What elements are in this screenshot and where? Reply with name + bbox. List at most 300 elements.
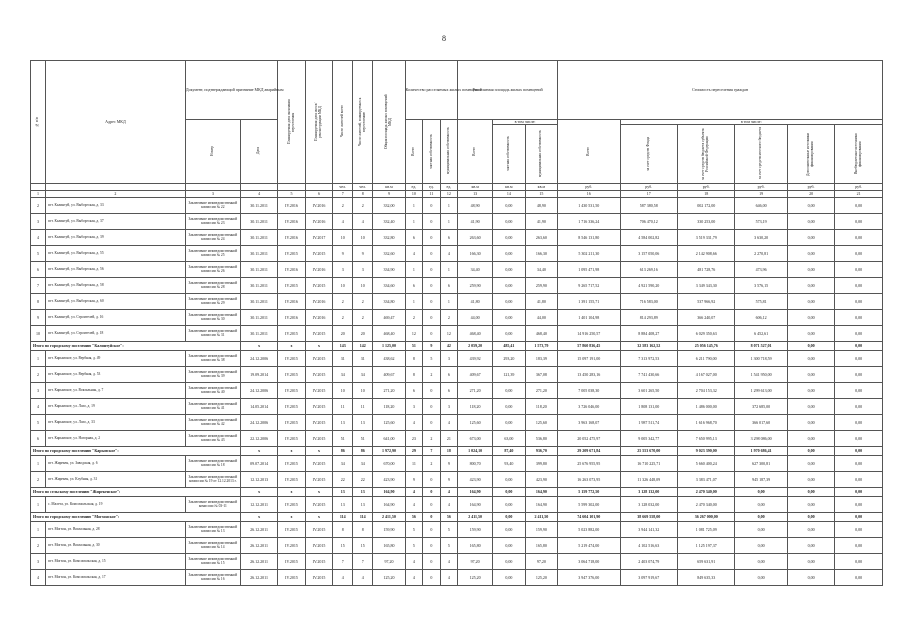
value-cell: 673,00: [458, 431, 493, 447]
header-total-area: Общая площадь жилых помещений МКД: [373, 61, 405, 184]
value-cell: 0: [423, 294, 440, 310]
value-cell: 372 685,00: [735, 399, 787, 415]
row-number: 5: [31, 246, 46, 262]
doc-number: Заключение межведомственной комиссии № 13: [185, 522, 240, 538]
value-cell: 15: [333, 538, 353, 554]
value-cell: 4 167 027,00: [677, 367, 734, 383]
value-cell: 2: [333, 310, 353, 326]
value-cell: 159,90: [373, 522, 405, 538]
row-number: 6: [31, 262, 46, 278]
value-cell: 3 963 168,07: [558, 415, 620, 431]
value-cell: 20: [353, 326, 373, 342]
value-cell: 2: [353, 198, 373, 214]
unit-cell: руб.: [677, 184, 734, 191]
planned-date: IV.2015: [278, 326, 305, 342]
value-cell: 1 299 613,00: [735, 383, 787, 399]
value-cell: 118,20: [373, 399, 405, 415]
value-cell: 0,00: [835, 262, 883, 278]
value-cell: 0,00: [835, 198, 883, 214]
row-number: 3: [31, 554, 46, 570]
subtotal-cell: 2 411,50: [458, 513, 493, 522]
value-cell: 166,30: [458, 246, 493, 262]
value-cell: 0,00: [787, 538, 834, 554]
value-cell: 8: [405, 351, 422, 367]
doc-number: Заключение межведомственной комиссии № 38: [185, 351, 240, 367]
doc-number: Заключение межведомственной комиссии № 14: [185, 538, 240, 554]
subtotal-cell: 2 411,50: [525, 513, 557, 522]
house-row: [31, 472, 883, 488]
planned-date: IV.2015: [278, 431, 305, 447]
doc-date: 30.11.2011: [240, 230, 277, 246]
value-cell: 0: [423, 522, 440, 538]
value-cell: 183,39: [525, 351, 557, 367]
doc-date: 24.12.2006: [240, 383, 277, 399]
row-number: 10: [31, 326, 46, 342]
subtotal-cell: 3 128 132,00: [620, 488, 677, 497]
value-cell: 0,00: [493, 472, 525, 488]
header-area-private: частная собственность: [493, 125, 525, 184]
house-row: [31, 246, 883, 262]
value-cell: 5 660 400,24: [677, 456, 734, 472]
unit-cell: кв.м: [373, 184, 405, 191]
value-cell: 0,00: [835, 472, 883, 488]
value-cell: 6: [405, 383, 422, 399]
planned-demolition: IV.2015: [305, 497, 332, 513]
value-cell: 97,20: [458, 554, 493, 570]
value-cell: 125,20: [458, 570, 493, 586]
value-cell: 1: [440, 294, 458, 310]
subtotal-cell: 25 056 145,76: [677, 342, 734, 351]
subtotal-cell: 51: [405, 342, 422, 351]
house-row: [31, 351, 883, 367]
subtotal-cell: 143: [333, 342, 353, 351]
value-cell: 13: [333, 497, 353, 513]
value-cell: 0,00: [493, 538, 525, 554]
value-cell: 6 211 790,00: [677, 351, 734, 367]
subtotal-cell: 18: [440, 447, 458, 456]
value-cell: 44,00: [458, 310, 493, 326]
value-cell: 3: [333, 262, 353, 278]
unit-cell: руб.: [835, 184, 883, 191]
value-cell: 0,00: [835, 383, 883, 399]
planned-date: IV.2015: [278, 278, 305, 294]
subtotal-row: [31, 488, 883, 497]
subtotal-cell: 0,00: [835, 513, 883, 522]
column-number-cell: 18: [677, 191, 734, 198]
doc-number: Заключение межведомственной комиссии № 29: [185, 294, 240, 310]
subtotal-cell: x: [305, 447, 332, 456]
header-doc-group: Документ, подтверждающий признание МКД аварийным: [185, 61, 277, 120]
value-cell: 473,96: [735, 262, 787, 278]
value-cell: 1 616 968,70: [677, 415, 734, 431]
planned-demolition: IV.2016: [305, 214, 332, 230]
planned-date: IV.2015: [278, 497, 305, 513]
value-cell: 10: [353, 383, 373, 399]
subtotal-cell: 0,00: [735, 488, 787, 497]
value-cell: 0,00: [493, 310, 525, 326]
value-cell: 11: [353, 399, 373, 415]
value-cell: 4: [405, 246, 422, 262]
unit-cell: кв.м: [493, 184, 525, 191]
value-cell: 0: [423, 262, 440, 278]
column-number-cell: 13: [458, 191, 493, 198]
house-address: пгт. Калинтуй, ул. Строителей, д. 16: [45, 310, 185, 326]
subtotal-cell: 936,70: [525, 447, 557, 456]
value-cell: 1 095 471,98: [558, 262, 620, 278]
planned-date: IV.2015: [278, 554, 305, 570]
unit-cell: ед.: [405, 184, 422, 191]
value-cell: 2 704 153,32: [677, 383, 734, 399]
value-cell: 0: [423, 230, 440, 246]
value-cell: 13 450 283,16: [558, 367, 620, 383]
value-cell: 1 391 155,71: [558, 294, 620, 310]
value-cell: 332,00: [373, 198, 405, 214]
value-cell: 646,00: [735, 198, 787, 214]
doc-number: Заключение межведомственной комиссии № 15: [185, 554, 240, 570]
value-cell: 2: [423, 367, 440, 383]
value-cell: 0,00: [493, 326, 525, 342]
house-row: [31, 278, 883, 294]
value-cell: 31: [333, 351, 353, 367]
value-cell: 659 631,91: [677, 554, 734, 570]
value-cell: 0,00: [787, 246, 834, 262]
subtotal-label: Итого по городскому поселению "Карымское":: [31, 447, 241, 456]
value-cell: 606,12: [735, 310, 787, 326]
house-row: [31, 230, 883, 246]
value-cell: 6 029 350,63: [677, 326, 734, 342]
value-cell: 13: [353, 415, 373, 431]
value-cell: 4: [440, 570, 458, 586]
subtotal-cell: 1 024,10: [458, 447, 493, 456]
planned-demolition: IV.2015: [305, 367, 332, 383]
value-cell: 0,00: [787, 294, 834, 310]
house-address: пгт. Могзон, ул. Вокзальная, д. 30: [45, 538, 185, 554]
planned-demolition: IV.2016: [305, 262, 332, 278]
subtotal-cell: 0,00: [493, 513, 525, 522]
house-address: пгт. Калинтуй, ул. Выборгская, д. 37: [45, 214, 185, 230]
unit-cell: [45, 184, 185, 191]
subtotal-cell: x: [278, 488, 305, 497]
value-cell: 1 430 531,50: [558, 198, 620, 214]
subtotal-cell: 2 411,50: [373, 513, 405, 522]
row-number: 2: [31, 538, 46, 554]
header-cost-ofwhich: в том числе:: [620, 120, 882, 125]
value-cell: 121,39: [493, 367, 525, 383]
value-cell: 10: [353, 230, 373, 246]
value-cell: 6: [440, 230, 458, 246]
value-cell: 2: [440, 310, 458, 326]
value-cell: 0,00: [735, 554, 787, 570]
value-cell: 166,30: [525, 246, 557, 262]
column-number-cell: 1: [31, 191, 46, 198]
value-cell: 334,90: [373, 262, 405, 278]
value-cell: 3 519 331,79: [677, 230, 734, 246]
doc-number: Заключение межведомственной комиссии № 03-11: [185, 497, 240, 513]
doc-date: 30.11.2011: [240, 294, 277, 310]
value-cell: 20: [333, 326, 353, 342]
house-row: [31, 522, 883, 538]
subtotal-cell: x: [240, 342, 277, 351]
subtotal-cell: 29: [405, 447, 422, 456]
row-number: 1: [31, 351, 46, 367]
value-cell: 8: [353, 522, 373, 538]
house-address: с. Малета, ул. Комсомольская, д. 19: [45, 497, 185, 513]
value-cell: 7 650 995,13: [677, 431, 734, 447]
value-cell: 97,20: [525, 554, 557, 570]
planned-date: IV.2015: [278, 538, 305, 554]
value-cell: 0,00: [787, 278, 834, 294]
value-cell: 7 313 972,53: [620, 351, 677, 367]
value-cell: 6 452,61: [735, 326, 787, 342]
value-cell: 0,00: [835, 399, 883, 415]
subtotal-cell: 9 023 390,00: [677, 447, 734, 456]
column-number-cell: 5: [278, 191, 305, 198]
value-cell: 0,00: [493, 399, 525, 415]
unit-cell: [31, 184, 46, 191]
header-rooms-municipal: муниципальная собственность: [440, 120, 458, 184]
house-address: пгт. Калинтуй, ул. Выборгская, д. 55: [45, 246, 185, 262]
planned-date: IV.2016: [278, 230, 305, 246]
subtotal-cell: 0,00: [835, 447, 883, 456]
value-cell: 0,00: [787, 497, 834, 513]
subtotal-cell: 8 071 527,01: [735, 342, 787, 351]
value-cell: 3 298 086,00: [735, 431, 787, 447]
value-cell: 573,19: [735, 214, 787, 230]
doc-number: Заключение межведомственной комиссии № 43: [185, 431, 240, 447]
subtotal-cell: 0,00: [835, 342, 883, 351]
house-row: [31, 570, 883, 586]
planned-demolition: IV.2015: [305, 326, 332, 342]
value-cell: 002 172,00: [677, 198, 734, 214]
house-row: [31, 198, 883, 214]
value-cell: 0: [423, 214, 440, 230]
value-cell: 16 263 073,95: [558, 472, 620, 488]
value-cell: 22: [353, 472, 373, 488]
column-number-cell: 21: [835, 191, 883, 198]
row-number: 5: [31, 415, 46, 431]
value-cell: 8: [333, 522, 353, 538]
unit-cell: [305, 184, 332, 191]
value-cell: 641,00: [373, 431, 405, 447]
subtotal-row: [31, 513, 883, 522]
value-cell: 263,60: [458, 230, 493, 246]
value-cell: 5 302 211,30: [558, 246, 620, 262]
subtotal-cell: x: [305, 488, 332, 497]
value-cell: 2: [333, 294, 353, 310]
doc-date: 14.05.2014: [240, 399, 277, 415]
value-cell: 125,20: [373, 570, 405, 586]
value-cell: 34: [353, 367, 373, 383]
value-cell: 15: [353, 538, 373, 554]
value-cell: 3: [440, 399, 458, 415]
value-cell: 1 300 718,59: [735, 351, 787, 367]
value-cell: 1: [405, 262, 422, 278]
header-residents-plan: Число жителей, планируемых к переселению: [353, 61, 373, 184]
column-number-cell: 12: [440, 191, 458, 198]
subtotal-cell: 0,00: [787, 513, 834, 522]
value-cell: 31: [353, 351, 373, 367]
value-cell: 3 726 046,00: [558, 399, 620, 415]
value-cell: 0,00: [787, 262, 834, 278]
planned-date: IV.2015: [278, 246, 305, 262]
value-cell: 0,00: [787, 431, 834, 447]
subtotal-cell: 7: [423, 447, 440, 456]
value-cell: 12: [440, 326, 458, 342]
unit-cell: кв.м: [525, 184, 557, 191]
resettlement-register-table: [30, 60, 883, 586]
subtotal-cell: x: [305, 342, 332, 351]
value-cell: 0,00: [835, 294, 883, 310]
header-planned-demolition: Планируемая дата сноса/реконструкции МКД: [305, 61, 332, 184]
doc-number: Заключение межведомственной комиссии № 22: [185, 198, 240, 214]
subtotal-cell: 86: [333, 447, 353, 456]
value-cell: 468,40: [458, 326, 493, 342]
value-cell: 13: [333, 415, 353, 431]
value-cell: 3 349 343,30: [677, 278, 734, 294]
value-cell: 4: [405, 497, 422, 513]
subtotal-cell: 0,00: [835, 488, 883, 497]
doc-number: Заключение межведомственной комиссии № 26: [185, 262, 240, 278]
value-cell: 367,08: [525, 367, 557, 383]
value-cell: 0,00: [493, 246, 525, 262]
value-cell: 9: [333, 246, 353, 262]
column-number-cell: 14: [493, 191, 525, 198]
value-cell: 0,00: [835, 326, 883, 342]
planned-demolition: IV.2015: [305, 383, 332, 399]
subtotal-row: [31, 447, 883, 456]
house-address: пгт. Карымское, ул. Лазо, д. 19: [45, 399, 185, 415]
value-cell: 4: [353, 570, 373, 586]
value-cell: 0: [423, 472, 440, 488]
header-area-municipal: муниципальная собственность: [525, 125, 557, 184]
value-cell: 6: [440, 383, 458, 399]
value-cell: 164,90: [458, 497, 493, 513]
subtotal-cell: 0,00: [735, 513, 787, 522]
planned-date: IV.2015: [278, 522, 305, 538]
value-cell: 2 142 908,66: [677, 246, 734, 262]
doc-number: Заключение межведомственной комиссии № 23: [185, 214, 240, 230]
doc-date: 24.12.2006: [240, 351, 277, 367]
doc-number: Заключение межведомственной комиссии № 41: [185, 399, 240, 415]
value-cell: 0: [423, 415, 440, 431]
house-row: [31, 383, 883, 399]
planned-date: IV.2016: [278, 262, 305, 278]
value-cell: 1: [440, 262, 458, 278]
header-cost-local: за счет средств местного бюджета: [735, 125, 787, 184]
subtotal-cell: 164,90: [525, 488, 557, 497]
value-cell: 8 546 131,80: [558, 230, 620, 246]
value-cell: 0,00: [835, 351, 883, 367]
value-cell: 0,00: [835, 538, 883, 554]
row-number: 3: [31, 214, 46, 230]
planned-demolition: IV.2015: [305, 278, 332, 294]
doc-date: 30.11.2011: [240, 326, 277, 342]
value-cell: 423,90: [525, 472, 557, 488]
subtotal-cell: 0: [423, 513, 440, 522]
doc-date: 26.12.2011: [240, 554, 277, 570]
subtotal-cell: x: [240, 513, 277, 522]
value-cell: 93,40: [493, 456, 525, 472]
house-row: [31, 262, 883, 278]
house-row: [31, 326, 883, 342]
value-cell: 0,00: [787, 351, 834, 367]
unit-cell: руб.: [787, 184, 834, 191]
doc-date: 19.09.2014: [240, 367, 277, 383]
value-cell: 11: [405, 456, 422, 472]
value-cell: 0,00: [835, 310, 883, 326]
value-cell: 0,00: [835, 431, 883, 447]
value-cell: 0,00: [735, 570, 787, 586]
subtotal-cell: 164,90: [458, 488, 493, 497]
value-cell: 4: [440, 415, 458, 431]
value-cell: 271,20: [458, 383, 493, 399]
subtotal-row: [31, 342, 883, 351]
header-address: Адрес МКД: [45, 61, 185, 184]
header-area-total: Всего: [458, 120, 493, 184]
unit-cell: [240, 184, 277, 191]
value-cell: 0,00: [835, 214, 883, 230]
value-cell: 97,20: [373, 554, 405, 570]
subtotal-cell: 4: [440, 488, 458, 497]
doc-number: Заключение межведомственной комиссии № 40: [185, 383, 240, 399]
value-cell: 1: [440, 198, 458, 214]
value-cell: 0: [423, 570, 440, 586]
unit-cell: кв.м: [458, 184, 493, 191]
value-cell: 12: [405, 326, 422, 342]
column-number-cell: 15: [525, 191, 557, 198]
value-cell: 7: [333, 554, 353, 570]
planned-demolition: IV.2015: [305, 246, 332, 262]
doc-date: 12.12.2013: [240, 472, 277, 488]
value-cell: 5 599 302,00: [558, 497, 620, 513]
doc-date: 09.07.2014: [240, 456, 277, 472]
value-cell: 1 401 104,98: [558, 310, 620, 326]
value-cell: 8: [405, 367, 422, 383]
value-cell: 0,00: [787, 383, 834, 399]
planned-date: IV.2015: [278, 472, 305, 488]
subtotal-cell: 13: [353, 488, 373, 497]
value-cell: 0,00: [735, 497, 787, 513]
value-cell: 263,60: [525, 230, 557, 246]
planned-demolition: IV.2015: [305, 570, 332, 586]
value-cell: 34: [333, 367, 353, 383]
value-cell: 587 380,58: [620, 198, 677, 214]
value-cell: 10: [333, 278, 353, 294]
value-cell: 3: [405, 399, 422, 415]
subtotal-cell: x: [278, 342, 305, 351]
house-address: пгт. Карымское, ул. Нагорная, д. 2: [45, 431, 185, 447]
value-cell: 1: [405, 198, 422, 214]
value-cell: 945 187,39: [735, 472, 787, 488]
value-cell: 0,00: [493, 570, 525, 586]
value-cell: 670,00: [373, 456, 405, 472]
column-number-cell: 17: [620, 191, 677, 198]
row-number: 2: [31, 367, 46, 383]
subtotal-cell: 0,00: [493, 488, 525, 497]
value-cell: 706 470,12: [620, 214, 677, 230]
value-cell: 6: [440, 278, 458, 294]
value-cell: 3 097 919,67: [620, 570, 677, 586]
value-cell: 0,00: [835, 456, 883, 472]
value-cell: 15 097 191,00: [558, 351, 620, 367]
house-address: пгт. Жирекен, ул. Заводская, д. 6: [45, 456, 185, 472]
doc-number: Заключение межведомственной комиссии № 39: [185, 367, 240, 383]
doc-date: 30.11.2011: [240, 198, 277, 214]
subtotal-label: Итого по сельскому поселению "Жирекенское":: [31, 488, 241, 497]
value-cell: 0,00: [735, 522, 787, 538]
column-number-cell: 10: [405, 191, 422, 198]
planned-date: IV.2015: [278, 383, 305, 399]
